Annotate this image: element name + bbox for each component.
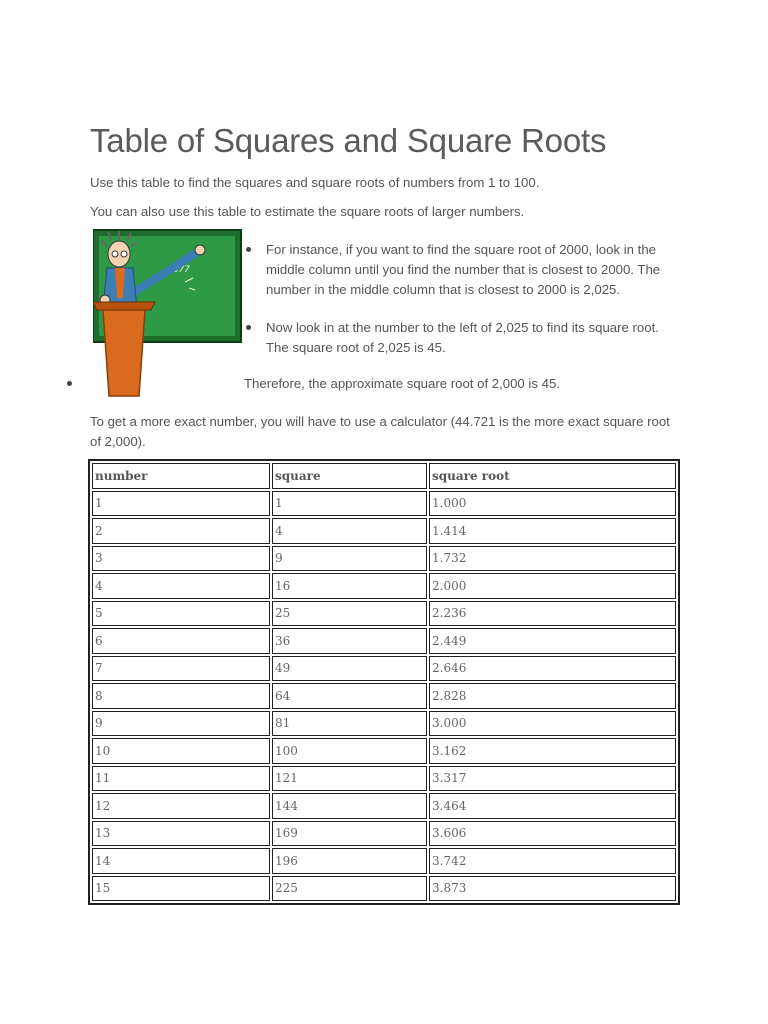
intro-paragraph-1: Use this table to find the squares and square roots of numbers from 1 to 100. bbox=[90, 175, 540, 190]
cell-square-root: 3.317 bbox=[429, 766, 676, 792]
cell-number: 14 bbox=[92, 848, 270, 874]
cell-number: 6 bbox=[92, 628, 270, 654]
table-row bbox=[92, 766, 676, 792]
intro-paragraph-2: You can also use this table to estimate the square roots of larger numbers. bbox=[90, 204, 525, 219]
table-row bbox=[92, 491, 676, 517]
cell-square: 1 bbox=[272, 491, 427, 517]
cell-number: 2 bbox=[92, 518, 270, 544]
cell-number: 3 bbox=[92, 546, 270, 572]
table-row bbox=[92, 711, 676, 737]
cell-square-root: 1.414 bbox=[429, 518, 676, 544]
cell-square: 36 bbox=[272, 628, 427, 654]
page-title: Table of Squares and Square Roots bbox=[90, 122, 607, 159]
bullet-marker bbox=[67, 381, 72, 386]
cell-square: 49 bbox=[272, 656, 427, 682]
cell-square-root: 3.606 bbox=[429, 821, 676, 847]
cell-number: 7 bbox=[92, 656, 270, 682]
cell-square: 169 bbox=[272, 821, 427, 847]
cell-square: 225 bbox=[272, 876, 427, 902]
cell-square-root: 2.449 bbox=[429, 628, 676, 654]
table-row bbox=[92, 628, 676, 654]
cell-square: 16 bbox=[272, 573, 427, 599]
table-row bbox=[92, 876, 676, 902]
cell-square: 9 bbox=[272, 546, 427, 572]
cell-square: 196 bbox=[272, 848, 427, 874]
cell-square-root: 3.162 bbox=[429, 738, 676, 764]
cell-number: 1 bbox=[92, 491, 270, 517]
cell-square-root: 3.742 bbox=[429, 848, 676, 874]
cell-square-root: 2.828 bbox=[429, 683, 676, 709]
table-row bbox=[92, 683, 676, 709]
cell-square: 100 bbox=[272, 738, 427, 764]
table-row bbox=[92, 546, 676, 572]
cell-square: 25 bbox=[272, 601, 427, 627]
table-row bbox=[92, 821, 676, 847]
column-header-square-root: square root bbox=[429, 463, 676, 489]
list-item: For instance, if you want to find the square root of 2000, look in the middle column until you find the number that is closest to 2000. The number in the middle column that is closest to 2000 is 2,025. bbox=[266, 240, 666, 300]
table-row bbox=[92, 738, 676, 764]
svg-text:√677: √677 bbox=[167, 265, 190, 275]
cell-square: 64 bbox=[272, 683, 427, 709]
cell-square: 144 bbox=[272, 793, 427, 819]
table-row bbox=[92, 793, 676, 819]
cell-square-root: 3.464 bbox=[429, 793, 676, 819]
table-row bbox=[92, 656, 676, 682]
cell-number: 9 bbox=[92, 711, 270, 737]
table-header-row bbox=[92, 463, 676, 489]
cell-square: 81 bbox=[272, 711, 427, 737]
teacher-at-chalkboard-icon bbox=[93, 228, 243, 398]
cell-number: 11 bbox=[92, 766, 270, 792]
cell-number: 15 bbox=[92, 876, 270, 902]
cell-number: 10 bbox=[92, 738, 270, 764]
cell-square-root: 2.236 bbox=[429, 601, 676, 627]
cell-square-root: 1.000 bbox=[429, 491, 676, 517]
squares-table bbox=[88, 459, 680, 905]
table-row bbox=[92, 573, 676, 599]
cell-square-root: 2.000 bbox=[429, 573, 676, 599]
cell-number: 4 bbox=[92, 573, 270, 599]
cell-square-root: 1.732 bbox=[429, 546, 676, 572]
cell-number: 8 bbox=[92, 683, 270, 709]
column-header-number: number bbox=[92, 463, 270, 489]
cell-number: 12 bbox=[92, 793, 270, 819]
cell-square-root: 3.000 bbox=[429, 711, 676, 737]
cell-number: 5 bbox=[92, 601, 270, 627]
list-item: Now look in at the number to the left of 2,025 to find its square root. The square root of 2,025 is 45. bbox=[266, 318, 666, 358]
document-page bbox=[90, 120, 680, 896]
cell-square-root: 2.646 bbox=[429, 656, 676, 682]
table-row bbox=[92, 518, 676, 544]
table-row bbox=[92, 848, 676, 874]
calculator-note: To get a more exact number, you will have to use a calculator (44.721 is the more exact square root of 2,000). bbox=[90, 414, 670, 449]
cell-square: 121 bbox=[272, 766, 427, 792]
cell-square: 4 bbox=[272, 518, 427, 544]
instruction-list bbox=[266, 240, 666, 376]
column-header-square: square bbox=[272, 463, 427, 489]
cell-square-root: 3.873 bbox=[429, 876, 676, 902]
cell-number: 13 bbox=[92, 821, 270, 847]
table-row bbox=[92, 601, 676, 627]
conclusion-text: Therefore, the approximate square root of 2,000 is 45. bbox=[244, 376, 560, 391]
